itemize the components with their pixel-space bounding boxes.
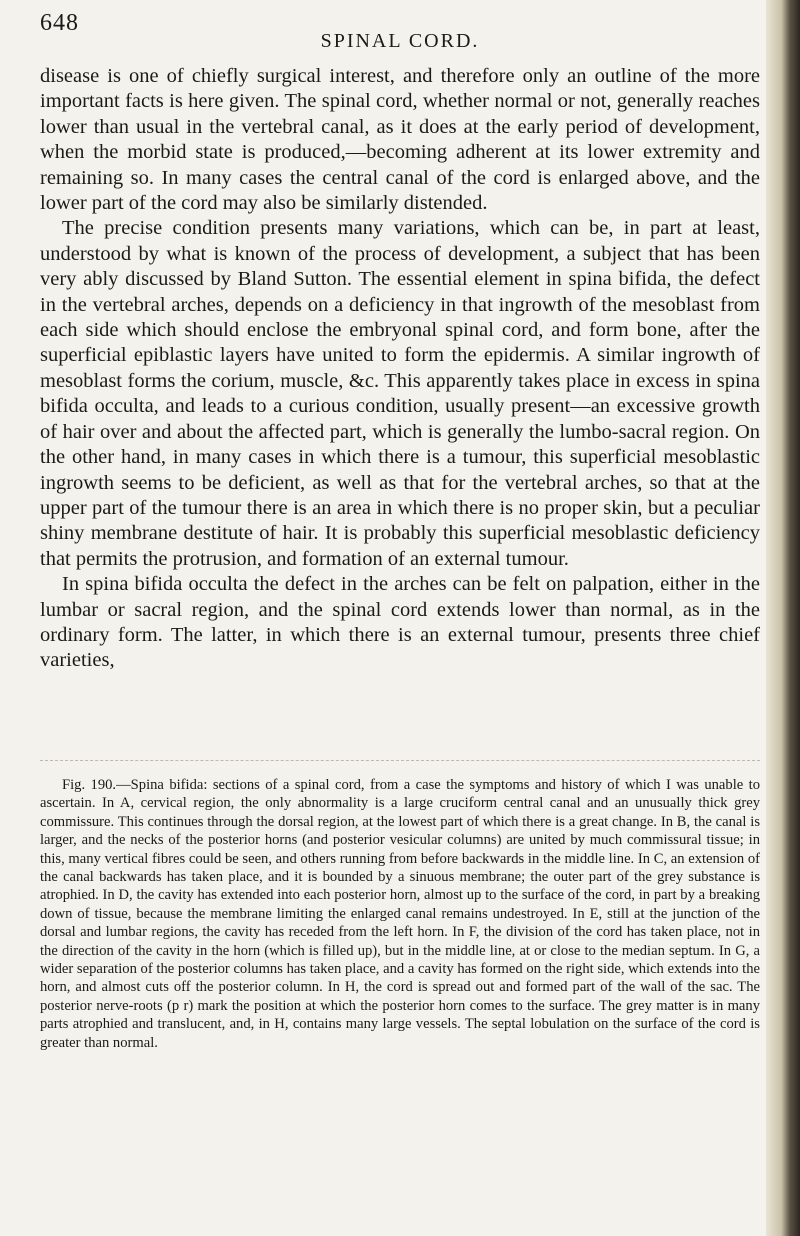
figure-caption-text: Fig. 190.—Spina bifida: sections of a spinal cord, from a case the symptoms and history of which I was unable to ascertain. In A, cervical region, the only abnormality is a large cruciform central canal and an unusually thick grey commissure. This continues through the dorsal region, at the lowest part of which there is a great change. In B, the canal is larger, and the necks of the posterior horns (and posterior vesicular columns) are united by much commissural tissue; in this, many vertical fibres could be seen, and others running from before backwards in the middle line. In C, an extension of the canal backwards has taken place, and it is bounded by a sinuous membrane; the outer part of the grey substance is atrophied. In D, the cavity has extended into each posterior horn, almost up to the surface of the cord, in part by a breaking down of tissue, because the membrane limiting the enlarged canal remains undestroyed. In E, still at the junction of the dorsal and lumbar regions, the cavity has receded from the left horn. In F, the division of the cord has taken place, not in the direction of the cavity in the horn (which is filled up), but in the middle line, at or close to the median septum. In G, a wider separation of the posterior columns has taken place, and a cavity has formed on the right side, which extends into the horn, and almost cuts off the posterior column. In H, the cord is spread out and formed part of the wall of the sac. The posterior nerve-roots (p r) mark the position at which the posterior horn comes to the surface. The grey matter is in many parts atrophied and translucent, and, in H, contains many large vessels. The septal lobulation on the surface of the cord is greater than normal. xyxy=(40,777,760,1051)
footnote-divider xyxy=(40,760,760,761)
running-head: SPINAL CORD. xyxy=(320,30,480,52)
paragraph-1: disease is one of chiefly surgical interest, and therefore only an outline of the more important facts is here given. The spinal cord, whether normal or not, generally reaches lower than usual in the vertebral canal, as it does at the early period of development, when the morbid state is produced,—becoming adherent at its lower extremity and remaining so. In many cases the central canal of the cord is enlarged above, and the lower part of the cord may also be similarly distended. xyxy=(40,65,760,215)
page-edge-shadow xyxy=(766,0,800,1236)
paragraph-3: In spina bifida occulta the defect in the arches can be felt on palpation, either in the lumbar or sacral region, and the spinal cord extends lower than normal, as in the ordinary form. The latter, in which there is an external tumour, presents three chief varieties, xyxy=(40,573,760,672)
body-text xyxy=(40,64,760,674)
figure-caption xyxy=(40,776,760,1052)
page-number: 648 xyxy=(40,10,79,36)
paragraph-2: The precise condition presents many variations, which can be, in part at least, understood by what is known of the process of development, a subject that has been very ably discussed by Bland Sutton. The essential element in spina bifida, the defect in the vertebral arches, depends on a deficiency in that ingrowth of the mesoblast from each side which should enclose the embryonal spinal cord, and form bone, after the superficial epiblastic layers have united to form the epidermis. A similar ingrowth of mesoblast forms the corium, muscle, &c. This apparently takes place in excess in spina bifida occulta, and leads to a curious condition, usually present—an excessive growth of hair over and about the affected part, which is generally the lumbo-sacral region. On the other hand, in many cases in which there is a tumour, this superficial mesoblastic ingrowth seems to be deficient, as well as that for the vertebral arches, so that at the upper part of the tumour there is an area in which there is no proper skin, but a peculiar shiny membrane destitute of hair. It is probably this superficial mesoblastic deficiency that permits the protrusion, and formation of an external tumour. xyxy=(40,217,760,570)
